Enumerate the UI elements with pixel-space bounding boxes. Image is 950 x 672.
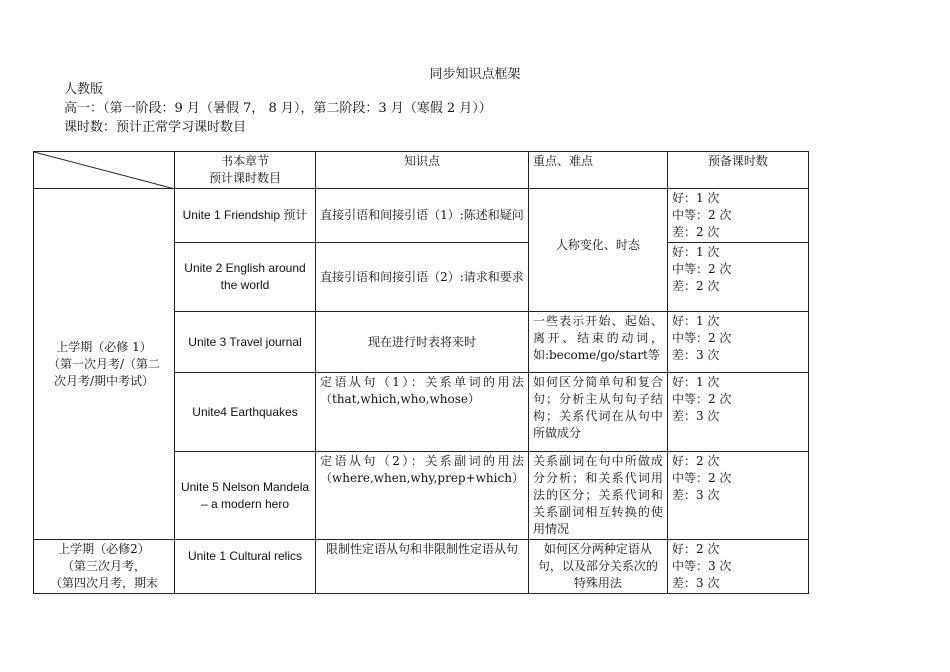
knowledge-cell: 直接引语和间接引语（2）:请求和要求 [316, 243, 529, 312]
hours-medium: 中等：3 次 [671, 559, 732, 573]
hours-poor: 差：3 次 [671, 348, 720, 362]
key-point-cell: 关系副词在句中所做成分分析；和关系代词用法的区分；关系代词和关系副词相互转换的使用情况 [528, 452, 667, 540]
header-knowledge: 知识点 [316, 152, 529, 189]
term2-line2: （第三次月考， [61, 559, 146, 573]
hours-line: 课时数：预计正常学习课时数目 [64, 120, 247, 135]
term1-line3: 次月考/期中考试） [53, 373, 155, 388]
unit-cell: Unite 3 Travel journal [175, 312, 316, 373]
table-header-row [34, 152, 809, 189]
hours-good: 好：1 次 [671, 191, 720, 205]
key-point-cell: 一些表示开始、起始、离开、结束的动词，如:become/go/start等 [528, 312, 667, 373]
key-point-cell: 如何区分简单句和复合句；分析主从句句子结构；关系代词在从句中所做成分 [528, 373, 667, 452]
diagonal-header-cell [34, 152, 175, 189]
table-row [34, 540, 809, 594]
term2-line3: （第四次月考，期末 [49, 576, 158, 590]
hours-cell [667, 312, 808, 373]
hours-good: 好：1 次 [671, 375, 720, 389]
hours-poor: 差：3 次 [671, 409, 720, 423]
unit-cell: Unite 1 Cultural relics [175, 540, 316, 594]
hours-poor: 差：2 次 [671, 279, 720, 293]
hours-good: 好：2 次 [671, 542, 720, 556]
knowledge-cell: 直接引语和间接引语（1）:陈述和疑问 [316, 189, 529, 243]
header-hours: 预备课时数 [667, 152, 808, 189]
knowledge-cell: 限制性定语从句和非限制性定语从句 [316, 540, 529, 594]
hours-good: 好：1 次 [671, 314, 720, 328]
hours-cell [667, 243, 808, 312]
hours-medium: 中等：2 次 [671, 392, 732, 406]
header-key-points: 重点、难点 [528, 152, 667, 189]
hours-cell [667, 540, 808, 594]
knowledge-cell: 定语从句（2）：关系副词的用法（where,when,why,prep+which） [316, 452, 529, 540]
term2-line1: 上学期（必修2） [58, 542, 150, 556]
edition-line: 人教版 [64, 82, 104, 97]
hours-medium: 中等：2 次 [671, 471, 732, 485]
hours-poor: 差：3 次 [671, 576, 720, 590]
hours-poor: 差：2 次 [671, 225, 720, 239]
knowledge-cell: 定语从句（1）：关系单词的用法（that,which,who,whose） [316, 373, 529, 452]
hours-cell [667, 373, 808, 452]
shared-key-point-cell: 人称变化、时态 [528, 189, 667, 312]
knowledge-framework-table [33, 151, 809, 594]
hours-poor: 差：3 次 [671, 488, 720, 502]
unit-cell: Unite4 Earthquakes [175, 373, 316, 452]
term1-line1: 上学期（必修 1） [56, 339, 152, 354]
grade-line: 高一：（第一阶段：9 月（暑假 7， 8 月），第二阶段：3 月（寒假 2 月）） [64, 101, 492, 116]
hours-cell [667, 189, 808, 243]
term1-line2: （第一次月考/（第二 [47, 356, 161, 371]
knowledge-cell: 现在进行时表将来时 [316, 312, 529, 373]
unit-cell: Unite 1 Friendship 预计 [175, 189, 316, 243]
hours-medium: 中等：2 次 [671, 208, 732, 222]
hours-cell [667, 452, 808, 540]
hours-good: 好：2 次 [671, 454, 720, 468]
term2-cell [34, 540, 175, 594]
document-title: 同步知识点框架 [429, 67, 521, 82]
table-row [34, 189, 809, 243]
unit-cell: Unite 5 Nelson Mandela – a modern hero [175, 452, 316, 540]
header-chapter-line1: 书本章节 [220, 154, 269, 168]
hours-medium: 中等：2 次 [671, 262, 732, 276]
hours-medium: 中等：2 次 [671, 331, 732, 345]
header-chapter [175, 152, 316, 189]
term1-cell [34, 189, 175, 540]
diagonal-line [34, 152, 175, 189]
key-point-cell: 如何区分两种定语从句，以及部分关系次的特殊用法 [528, 540, 667, 594]
hours-good: 好：1 次 [671, 245, 720, 259]
header-chapter-line2: 预计课时数目 [208, 171, 281, 185]
unit-cell: Unite 2 English around the world [175, 243, 316, 312]
